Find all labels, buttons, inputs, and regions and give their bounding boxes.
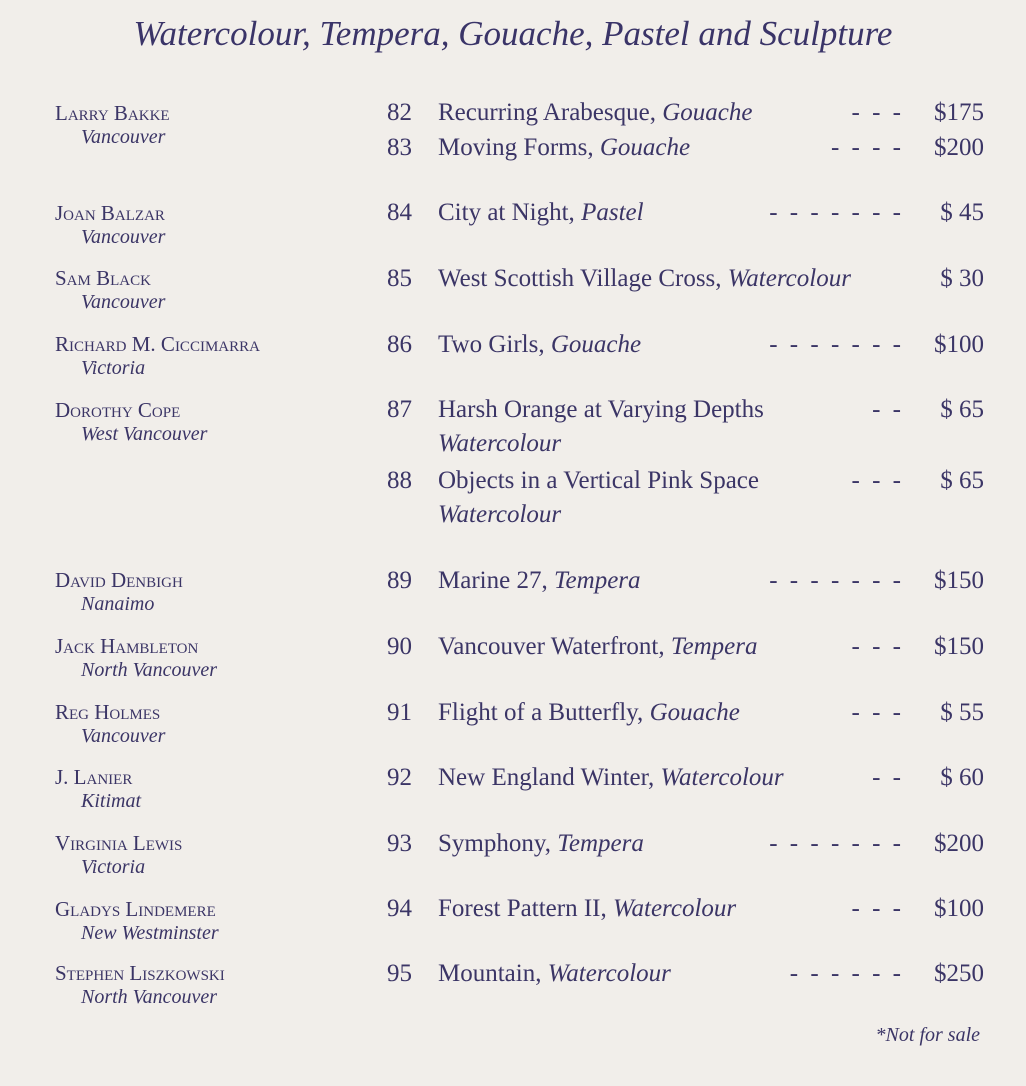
work-price: $ 65: [940, 467, 984, 494]
work-number: 90: [387, 633, 412, 660]
work-number: 95: [387, 960, 412, 987]
artist-name: Jack Hambleton: [55, 634, 199, 658]
work-title: Marine 27, Tempera: [438, 567, 641, 594]
artist-entry: [55, 897, 355, 945]
artist-entry: [55, 201, 355, 249]
work-number: 86: [387, 331, 412, 358]
artist-entry: [55, 961, 355, 1009]
leader-dashes: - - - - - - -: [769, 567, 904, 594]
artist-name: Stephen Liszkowski: [55, 961, 225, 985]
work-medium: Gouache: [649, 699, 740, 726]
work-row: [380, 131, 990, 171]
leader-dashes: - - - - - -: [789, 960, 904, 987]
work-row: [380, 957, 990, 997]
work-number: 94: [387, 895, 412, 922]
work-medium: Watercolour: [612, 895, 737, 922]
work-medium: Gouache: [599, 134, 691, 161]
work-title: Two Girls, Gouache: [438, 331, 642, 358]
work-row: [380, 630, 990, 670]
artist-name: Richard M. Ciccimarra: [55, 332, 260, 356]
work-number: 87: [387, 396, 412, 423]
artist-city: West Vancouver: [81, 423, 208, 445]
artist-city: Vancouver: [81, 126, 166, 148]
work-price: $ 30: [940, 265, 984, 292]
work-price: $ 45: [940, 199, 984, 226]
artist-city: Vancouver: [81, 725, 166, 747]
work-price: $ 65: [940, 396, 984, 423]
artist-name: Larry Bakke: [55, 101, 170, 125]
work-number: 89: [387, 567, 412, 594]
work-title: Objects in a Vertical Pink Space: [438, 467, 759, 494]
artist-name: Virginia Lewis: [55, 831, 183, 855]
work-price: $200: [934, 134, 984, 161]
artist-name: Gladys Lindemere: [55, 897, 216, 921]
work-row: [380, 564, 990, 604]
work-number: 93: [387, 830, 412, 857]
work-medium: Watercolour: [438, 501, 562, 528]
artist-city: Nanaimo: [81, 593, 155, 615]
artist-entry: [55, 634, 355, 682]
work-price: $175: [934, 99, 984, 126]
work-price: $100: [934, 331, 984, 358]
work-title: New England Winter, Watercolour: [438, 764, 784, 791]
artist-name: Dorothy Cope: [55, 398, 181, 422]
work-medium: Tempera: [557, 830, 644, 857]
work-medium: Gouache: [550, 331, 642, 358]
artist-name: Reg Holmes: [55, 700, 161, 724]
work-price: $ 55: [940, 699, 984, 726]
artist-name: Joan Balzar: [55, 201, 165, 225]
work-title: Mountain, Watercolour: [438, 960, 671, 987]
work-title: Recurring Arabesque, Gouache: [438, 99, 753, 126]
artist-entry: [55, 765, 355, 813]
work-number: 88: [387, 467, 412, 494]
artist-entry: [55, 266, 355, 314]
artist-city: Vancouver: [81, 226, 166, 248]
work-title: Flight of a Butterfly, Gouache: [438, 699, 740, 726]
work-number: 91: [387, 699, 412, 726]
work-price: $ 60: [940, 764, 984, 791]
work-medium: Watercolour: [727, 265, 851, 292]
artist-entry: [55, 101, 355, 149]
work-row: [380, 827, 990, 867]
work-price: $150: [934, 633, 984, 660]
artist-city: Vancouver: [81, 291, 166, 313]
leader-dashes: - - - -: [830, 134, 904, 161]
work-medium: Pastel: [581, 199, 644, 226]
work-number: 92: [387, 764, 412, 791]
leader-dashes: - -: [872, 764, 904, 791]
work-medium: Tempera: [553, 567, 641, 594]
work-title: Harsh Orange at Varying Depths: [438, 396, 764, 423]
work-title: Moving Forms, Gouache: [438, 134, 691, 161]
artist-city: North Vancouver: [81, 986, 218, 1008]
work-title: Vancouver Waterfront, Tempera: [438, 633, 758, 660]
artist-name: Sam Black: [55, 266, 151, 290]
leader-dashes: - - -: [851, 99, 904, 126]
leader-dashes: - - - - - - -: [769, 830, 904, 857]
artist-name: David Denbigh: [55, 568, 183, 592]
work-title: City at Night, Pastel: [438, 199, 644, 226]
artist-city: New Westminster: [81, 922, 219, 944]
work-number: 84: [387, 199, 412, 226]
leader-dashes: - - - - - - -: [769, 331, 904, 358]
page-title: Watercolour, Tempera, Gouache, Pastel and Sculpture: [133, 14, 893, 53]
work-number: 85: [387, 265, 412, 292]
work-price: $150: [934, 567, 984, 594]
artist-city: Victoria: [81, 357, 146, 379]
work-price: $100: [934, 895, 984, 922]
not-for-sale-footnote: *Not for sale: [875, 1024, 980, 1046]
work-row: [380, 393, 990, 457]
work-price: $250: [934, 960, 984, 987]
artist-city: Victoria: [81, 856, 146, 878]
artist-entry: [55, 831, 355, 879]
work-row: [380, 892, 990, 932]
artist-name: J. Lanier: [55, 765, 133, 789]
work-medium: Tempera: [670, 633, 758, 660]
artist-city: Kitimat: [81, 790, 142, 812]
work-medium: Watercolour: [660, 764, 784, 791]
work-title: Symphony, Tempera: [438, 830, 644, 857]
artist-entry: [55, 568, 355, 616]
work-medium: Gouache: [662, 99, 753, 126]
leader-dashes: - -: [872, 396, 904, 423]
artist-entry: [55, 700, 355, 748]
work-row: [380, 96, 990, 136]
artist-city: North Vancouver: [81, 659, 218, 681]
leader-dashes: - - -: [851, 699, 904, 726]
leader-dashes: - - -: [851, 633, 904, 660]
leader-dashes: - - -: [851, 467, 904, 494]
work-row: [380, 262, 990, 302]
work-medium: Watercolour: [547, 960, 671, 987]
artist-entry: [55, 398, 355, 446]
artist-entry: [55, 332, 355, 380]
work-number: 83: [387, 134, 412, 161]
work-row: [380, 464, 990, 528]
work-row: [380, 696, 990, 736]
work-row: [380, 328, 990, 368]
leader-dashes: - - -: [851, 895, 904, 922]
work-medium: Watercolour: [438, 430, 562, 457]
leader-dashes: - - - - - - -: [769, 199, 904, 226]
work-title: Forest Pattern II, Watercolour: [438, 895, 737, 922]
work-price: $200: [934, 830, 984, 857]
work-row: [380, 761, 990, 801]
work-row: [380, 196, 990, 236]
work-number: 82: [387, 99, 412, 126]
work-title: West Scottish Village Cross, Watercolour: [438, 265, 851, 292]
